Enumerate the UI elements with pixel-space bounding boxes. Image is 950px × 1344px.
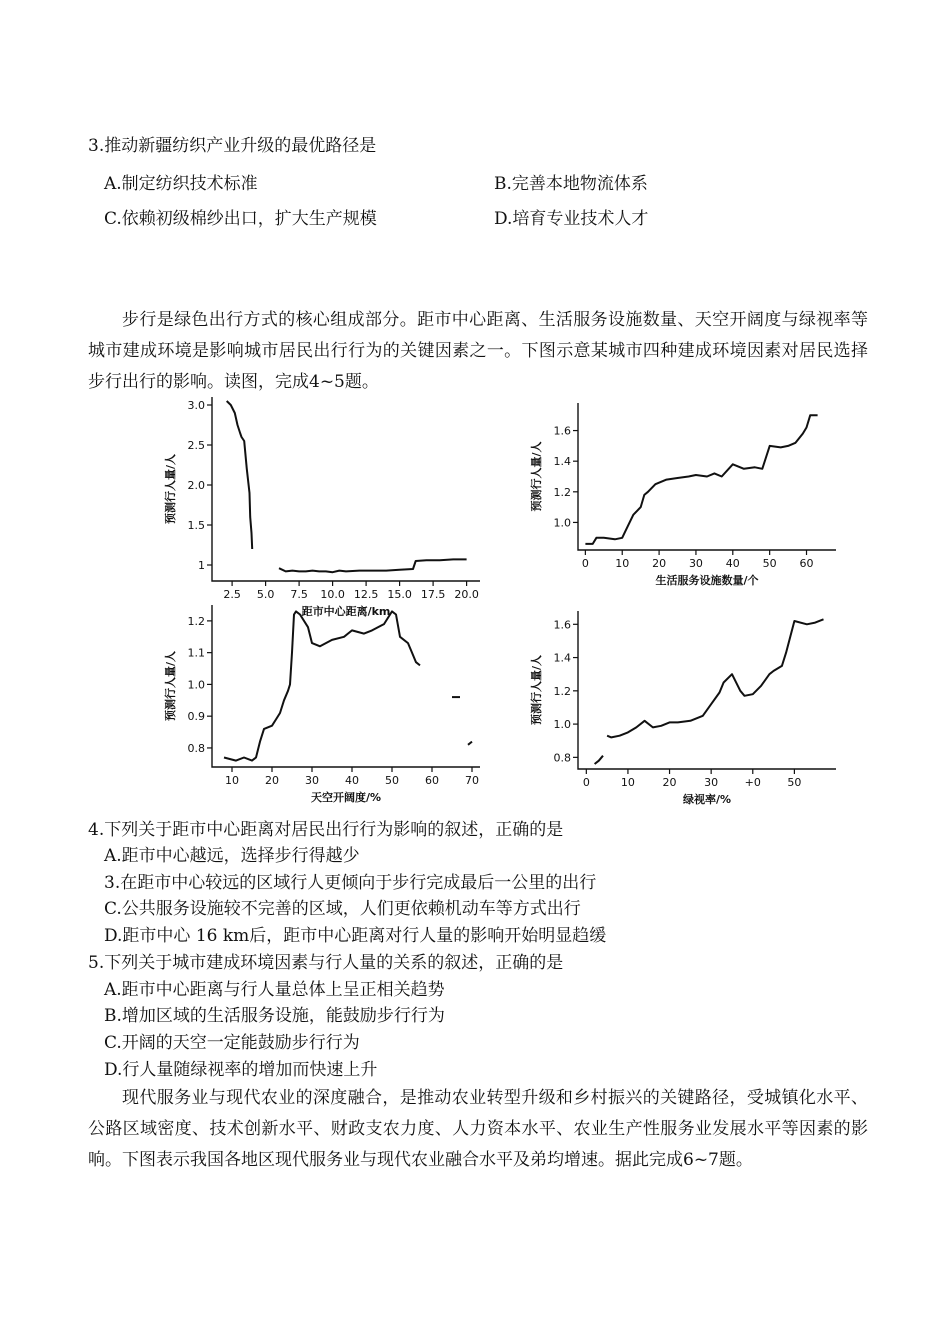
y-axis-label: 预测行人量/人 [530,654,543,726]
q5-option-d: D.行人量随绿视率的增加而快速上升 [104,1060,378,1080]
q3-stem: 3.推动新疆纺织产业升级的最优路径是 [88,136,377,156]
x-tick-label: 40 [725,557,740,570]
y-axis-label: 预测行人量/人 [164,650,177,722]
x-tick-label: 60 [799,557,814,570]
chart-sky-openness [150,605,490,805]
x-tick-label: 10 [615,557,630,570]
y-tick-label: 1.2 [553,485,571,499]
data-line-s1 [224,611,420,760]
y-tick-label: 1.4 [553,651,571,665]
y-tick-label: 1.0 [553,516,571,530]
x-tick-label: 15.0 [387,588,412,601]
x-tick-label: 10 [620,776,635,789]
data-line-s3 [468,742,472,745]
chart-green-view [520,605,850,805]
x-tick-label: 60 [425,774,439,787]
x-tick-label: 50 [762,557,777,570]
y-tick-label: 1.1 [187,646,205,660]
q4-stem: 4.下列关于距市中心距离对居民出行行为影响的叙述，正确的是 [88,820,564,840]
x-tick-label: 30 [688,557,703,570]
q4-option-c: C.公共服务设施较不完善的区域，人们更依赖机动车等方式出行 [104,899,581,919]
q5-stem: 5.下列关于城市建成环境因素与行人量的关系的叙述，正确的是 [88,953,564,973]
y-tick-label: 2.5 [187,439,205,452]
y-tick-label: 0.9 [187,710,205,724]
x-tick-label: 20 [265,774,279,787]
x-tick-label: 5.0 [256,588,275,601]
x-tick-label: 70 [465,774,479,787]
y-tick-label: 0.8 [187,741,205,755]
y-tick-label: 1.0 [187,678,205,692]
x-tick-label: 17.5 [420,588,446,601]
y-tick-label: 1.6 [553,618,571,632]
x-axis-label: 绿视率/% [682,793,732,806]
x-tick-label: +0 [744,776,761,789]
x-tick-label: 50 [385,774,399,787]
q3-option-b: B.完善本地物流体系 [494,174,648,194]
x-tick-label: 20 [662,776,677,789]
y-tick-label: 1.6 [553,424,571,438]
y-tick-label: 0.8 [553,751,571,765]
data-line-s1 [585,415,817,544]
x-tick-label: 7.5 [290,588,308,601]
y-tick-label: 1.2 [553,684,571,698]
passage-agri-service: 现代服务业与现代农业的深度融合，是推动农业转型升级和乡村振兴的关键路径，受城镇化水平、公路区域密度、技术创新水平、财政支农力度、人力资本水平、农业生产性服务业发展水平等因素的影响。下图表示我国各地区现代服务业与现代农业融合水平及弟均增速。据此完成6~7题。 [88,1088,868,1170]
x-tick-label: 40 [345,774,359,787]
y-tick-label: 1.2 [187,614,205,628]
q3-option-c: C.依赖初级棉纱出口，扩大生产规模 [104,209,377,229]
chart-facilities [520,395,850,600]
q5-option-c: C.开阔的天空一定能鼓励步行行为 [104,1033,360,1053]
x-tick-label: 20.0 [454,588,479,601]
data-line-s2 [607,619,823,737]
y-tick-label: 3.0 [187,399,205,412]
chart-axes [212,605,480,767]
x-tick-label: 30 [704,776,719,789]
passage-walking: 步行是绿色出行方式的核心组成部分。距市中心距离、生活服务设施数量、天空开阔度与绿视率等城市建成环境是影响城市居民出行行为的关键因素之一。下图示意某城市四种建成环境因素对居民选择步行出行的影响。读图，完成4~5题。 [88,310,868,392]
x-axis-label: 天空开阔度/% [310,791,382,804]
y-tick-label: 1.4 [553,455,571,469]
x-axis-label: 生活服务设施数量/个 [655,574,759,587]
x-tick-label: 30 [305,774,319,787]
q5-option-b: B.增加区域的生活服务设施，能鼓励步行行为 [104,1006,445,1026]
chart-distance [150,395,490,618]
x-tick-label: 12.5 [353,588,379,601]
x-tick-label: 10.0 [320,588,345,601]
x-axis-label: 距市中心距离/km [301,605,391,618]
x-tick-label: 0 [581,557,589,570]
q3-option-a: A.制定纺织技术标准 [104,174,258,194]
data-line-s2 [279,559,467,572]
x-tick-label: 10 [225,774,239,787]
y-axis-label: 预测行人量/人 [530,441,543,512]
x-tick-label: 20 [652,557,667,570]
q5-option-a: A.距市中心距离与行人量总体上呈正相关趋势 [104,980,445,1000]
y-tick-label: 2.0 [187,479,205,492]
y-tick-label: 1.5 [187,519,205,532]
q3-option-d: D.培育专业技术人才 [494,209,649,229]
x-tick-label: 2.5 [223,588,241,601]
chart-axes [212,397,480,581]
x-tick-label: 0 [582,776,590,789]
chart-axes [578,611,836,769]
x-tick-label: 50 [787,776,802,789]
q4-option-a: A.距市中心越远，选择步行得越少 [104,846,360,866]
y-axis-label: 预测行人量/人 [164,453,177,525]
q4-option-d: D.距市中心 16 km后，距市中心距离对行人量的影响开始明显趋缓 [104,926,607,946]
data-line-s1 [227,401,253,549]
y-tick-label: 1 [198,559,205,572]
y-tick-label: 1.0 [553,718,571,732]
data-line-s1 [595,756,603,764]
q4-option-b: 3.在距市中心较远的区域行人更倾向于步行完成最后一公里的出行 [104,873,597,893]
